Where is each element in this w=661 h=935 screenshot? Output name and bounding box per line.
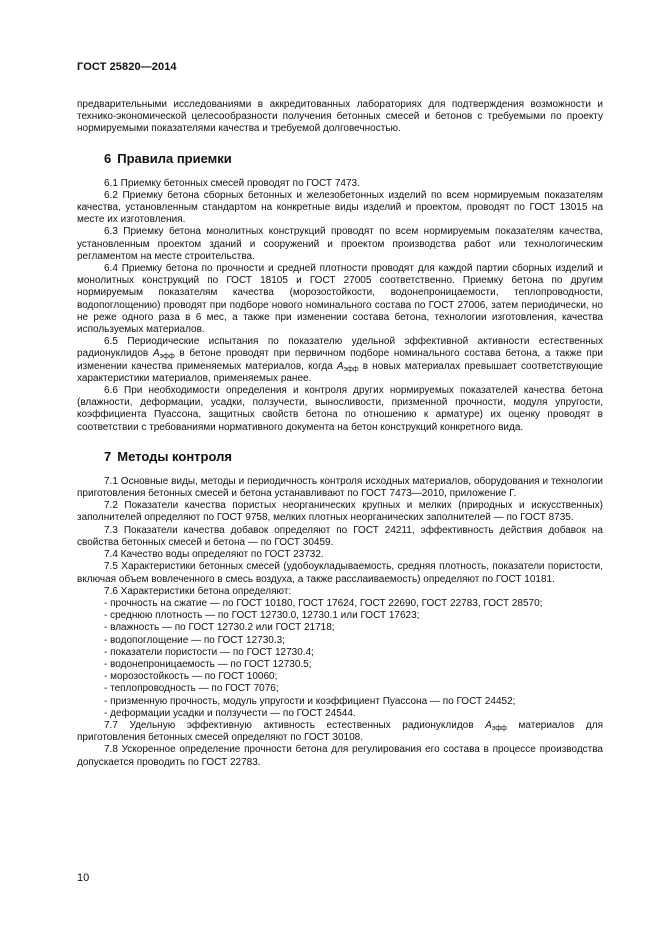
list-item: - деформации усадки и ползучести — по ГОСТ 24544. [77,708,603,720]
clause-6-5 [77,336,603,385]
clause-7-3: 7.3 Показатели качества добавок определяют по ГОСТ 24211, эффективность действия добавок на свойства бетонных смесей и бетона — по ГОСТ 30459. [77,524,603,548]
list-item: - теплопроводность — по ГОСТ 7076; [77,683,603,695]
clause-6-4: 6.4 Приемку бетона по прочности и средней плотности проводят для каждой партии сборных изделий и монолитных конструкций по ГОСТ 18105 и ГОСТ 27005 соответственно. Приемку бетона по другим нормируемым показателям качества (морозостойкости, водонепроницаемости, теплопроводности, водопоглощению) проводят при подборе нового номинального состава по ГОСТ 27006, затем периодически, но не реже одного раза в 6 мес, а также при изменении состава бетона, технологии изготовления, качества используемых материалов. [77,263,603,336]
clause-6-5-part1: 6.5 Периодические испытания по показателю удельной эффективной активности естественных радионуклидов [77,336,603,360]
list-item: - водопоглощение — по ГОСТ 12730.3; [77,635,603,647]
clause-6-1: 6.1 Приемку бетонных смесей проводят по ГОСТ 7473. [104,177,360,189]
list-item: - прочность на сжатие — по ГОСТ 10180, ГОСТ 17624, ГОСТ 22690, ГОСТ 22783, ГОСТ 28570; [77,598,603,610]
clause-7-7 [77,720,603,744]
list-item: - морозостойкость — по ГОСТ 10060; [77,671,603,683]
a-eff-symbol: A [336,360,344,372]
clause-7-8: 7.8 Ускоренное определение прочности бетона для регулирования его состава в процессе производства допускается проводить по ГОСТ 22783. [77,744,603,768]
concrete-characteristics-list [77,598,603,720]
list-item: - призменную прочность, модуль упругости и коэффициент Пуассона — по ГОСТ 24452; [77,696,603,708]
clause-7-5: 7.5 Характеристики бетонных смесей (удобоукладываемость, средняя плотность, показатели пористости, включая объем вовлеченного в смесь воздуха, а также расслаиваемость) определяют по ГОСТ 10181. [77,561,603,585]
clause-7-1: 7.1 Основные виды, методы и периодичность контроля исходных материалов, оборудования и технологии приготовления бетонных смесей и бетона устанавливают по ГОСТ 7473—2010, приложение Г. [77,475,603,500]
list-item: - показатели пористости — по ГОСТ 12730.4; [77,647,603,659]
section-7-heading [77,450,603,464]
clause-6-5-part2: в бетоне проводят при первичном подборе номинального состава бетона, а также при изменении качества применяемых материалов, когда [77,348,603,372]
a-eff-subscript: эфф [159,353,175,361]
list-item: - влажность — по ГОСТ 12730.2 или ГОСТ 21718; [77,622,603,634]
section-6-title: Правила приемки [117,150,232,166]
clause-7-2: 7.2 Показатели качества пористых неорганических крупных и мелких (природных и искусственных) заполнителей определяют по ГОСТ 9758, мелких плотных неорганических заполнителей — по ГОСТ 8735. [77,500,603,524]
a-eff-subscript: эфф [343,365,359,373]
clause-7-4: 7.4 Качество воды определяют по ГОСТ 23732. [104,549,324,561]
clause-7-7-part2: материалов для приготовления бетонных смесей определяют по ГОСТ 30108. [77,719,603,744]
document-header: ГОСТ 25820—2014 [77,61,177,73]
clause-7-6: 7.6 Характеристики бетона определяют: [104,585,292,597]
section-7-title: Методы контроля [117,448,232,464]
clause-6-6: 6.6 При необходимости определения и контроля других нормируемых показателей качества бетона (влажности, деформации, усадки, ползучести, выносливости, призменной прочности, модуля упругости, коэффициента Пуассона, защитных свойств бетона по отношению к арматуре) их оценку проводят в соответствии с требованиями нормативного документа на бетон конструкций конкретного вида. [77,385,603,433]
clause-7-7-part1: 7.7 Удельную эффективную активность естественных радионуклидов [104,719,486,731]
section-7-number: 7 [104,448,112,464]
clause-6-2: 6.2 Приемку бетона сборных бетонных и железобетонных изделий по всем нормируемым показателям качества, установленным стандартом на конкретные виды изделий и проектом, проводят по ГОСТ 13015 на месте их изготовления. [77,189,603,226]
a-eff-symbol: A [152,348,160,360]
clause-6-5-part3: в новых материалах превышает соответствующие характеристики материалов, применяемых ранее. [77,360,603,384]
list-item: - среднюю плотность — по ГОСТ 12730.0, 12730.1 или ГОСТ 17623; [77,610,603,622]
page-number: 10 [77,872,90,884]
clause-6-3: 6.3 Приемку бетона монолитных конструкций проводят по всем нормируемым показателям качества, установленным проектом зданий и сооружений и проектом производства работ или технологическим регламентом на месте строительства. [77,226,603,262]
intro-paragraph: предварительными исследованиями в аккредитованных лабораториях для подтверждения возможности и технико-экономической целесообразности получения бетонных смесей и бетонов с требуемыми по проекту нормируемыми показателями качества и требуемой долговечностью. [77,99,603,135]
section-6-heading [77,152,603,166]
section-6-number: 6 [104,150,112,166]
page-content [77,99,603,769]
list-item: - водонепроницаемость — по ГОСТ 12730.5; [77,659,603,671]
a-eff-symbol: A [485,719,492,731]
a-eff-subscript: эфф [491,724,507,732]
